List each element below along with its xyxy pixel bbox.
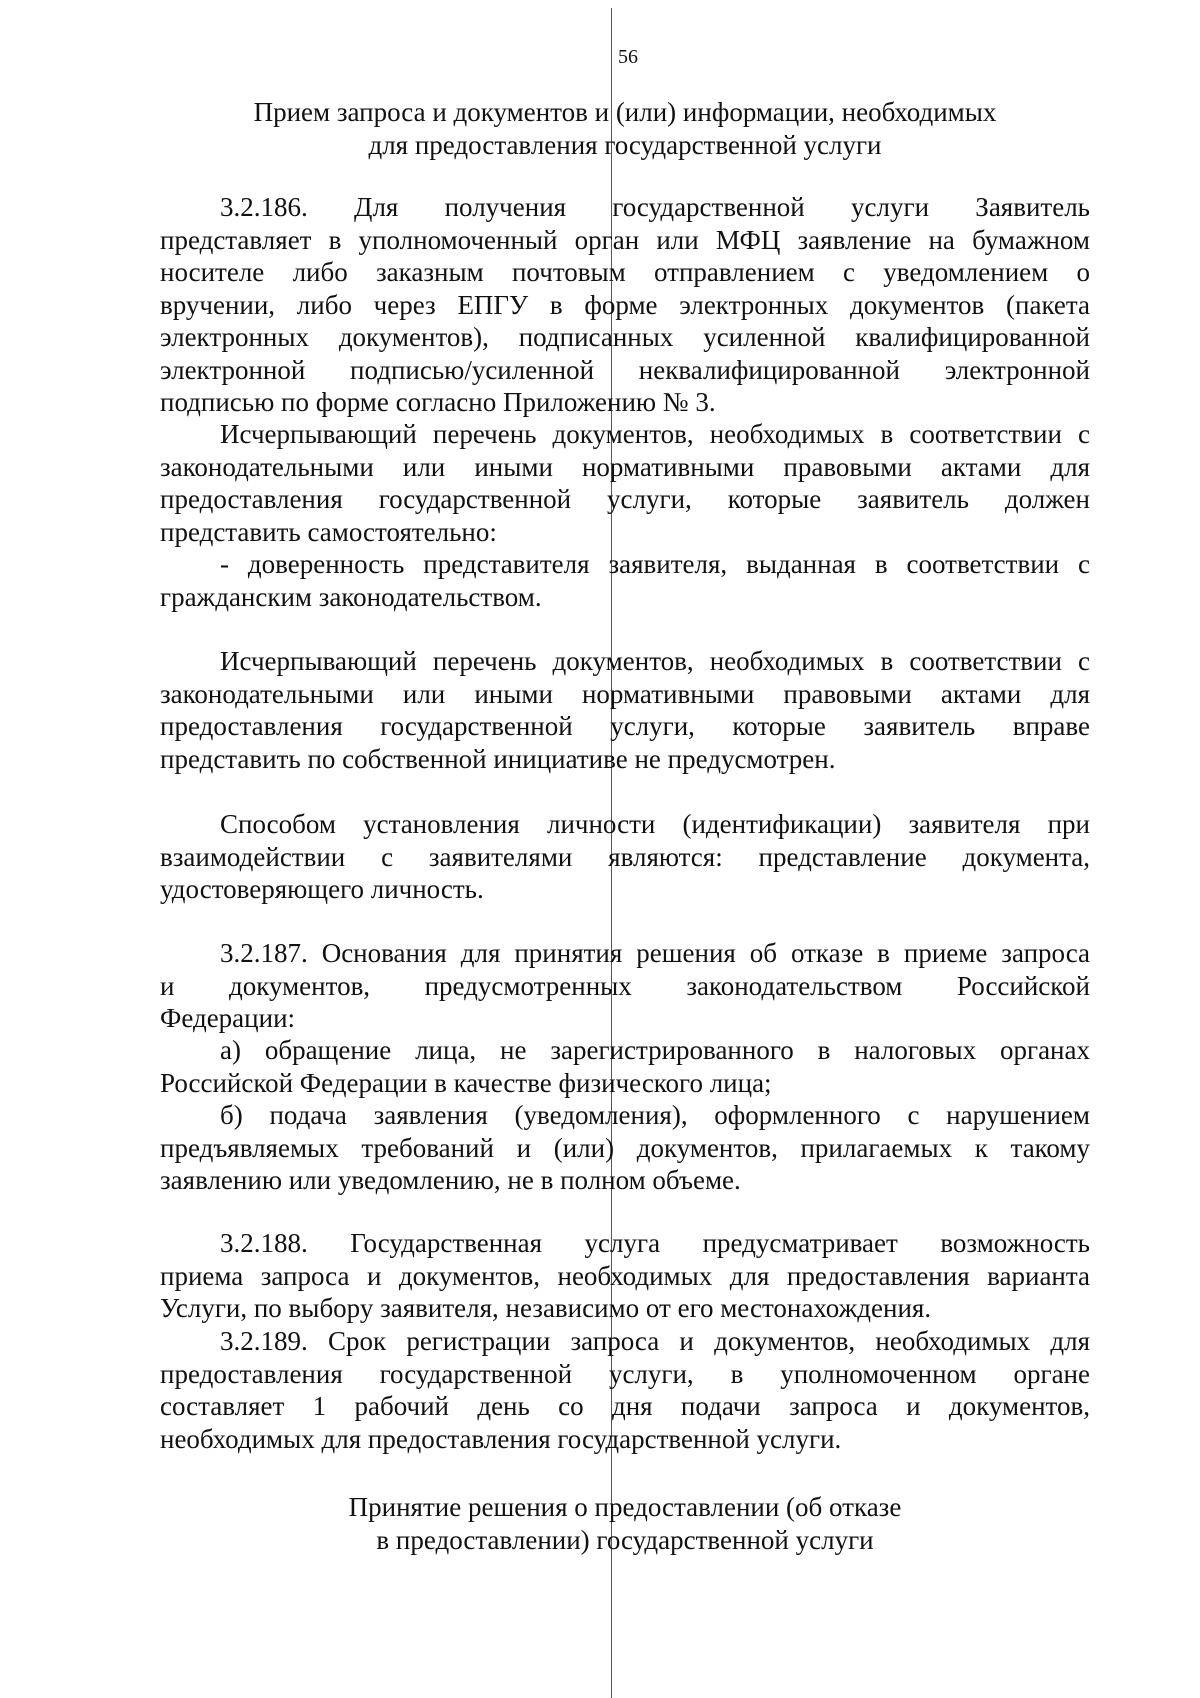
paragraph-3-2-186	[160, 191, 1090, 419]
paragraph-item-a	[160, 1034, 1090, 1099]
text-line: - доверенность представителя заявителя, выданная в соответствии с	[220, 549, 1090, 579]
text-line: 3.2.189. Срок регистрации запроса и документов, необходимых для	[220, 1326, 1090, 1356]
text-line: представляет в уполномоченный орган или МФЦ заявление на бумажном	[160, 224, 1090, 255]
text-line: носителе либо заказным почтовым отправлением с уведомлением о	[160, 257, 1090, 287]
text-line: взаимодействии с заявителями являются: представление документа,	[160, 841, 1090, 872]
paragraph-identification	[160, 808, 1090, 906]
text-line: подписью по форме согласно Приложению № 3.	[160, 387, 716, 417]
text-line: Исчерпывающий перечень документов, необходимых в соответствии с	[220, 419, 1090, 449]
paragraph-3-2-187	[160, 937, 1090, 1035]
text-line: вручении, либо через ЕПГУ в форме электронных документов (пакета	[160, 289, 1090, 320]
paragraph-3-2-189	[160, 1325, 1090, 1455]
text-line: Исчерпывающий перечень документов, необходимых в соответствии с	[220, 646, 1090, 676]
paragraph-3-2-188	[160, 1227, 1090, 1325]
text-line: Российской Федерации в качестве физического лица;	[160, 1067, 772, 1098]
text-line: представить по собственной инициативе не предусмотрен.	[160, 743, 836, 774]
text-line: а) обращение лица, не зарегистрированного в налоговых органах	[220, 1035, 1090, 1065]
text-line: удостоверяющего личность.	[160, 874, 484, 904]
text-line: Федерации:	[160, 1003, 296, 1033]
paragraph-power-of-attorney	[160, 548, 1090, 613]
text-line: и документов, предусмотренных законодательством Российской	[160, 970, 1090, 1001]
text-line: электронных документов), подписанных усиленной квалифицированной	[160, 322, 1090, 352]
text-line: 3.2.186. Для получения государственной услуги Заявитель	[220, 192, 1090, 222]
page-number: 56	[618, 46, 638, 68]
text-line: необходимых для предоставления государственной услуги.	[160, 1423, 842, 1454]
section-heading-decision	[160, 1491, 1090, 1556]
text-line: электронной подписью/усиленной неквалифицированной электронной	[160, 354, 1090, 385]
text-line: составляет 1 рабочий день со дня подачи запроса и документов,	[160, 1391, 1090, 1421]
text-line: Услуги, по выбору заявителя, независимо от его местонахождения.	[160, 1293, 932, 1323]
text-line: 3.2.187. Основания для принятия решения об отказе в приеме запроса	[220, 938, 1090, 968]
text-line: б) подача заявления (уведомления), оформленного с нарушением	[220, 1100, 1090, 1130]
heading-line: для предоставления государственной услуги	[368, 129, 882, 160]
heading-line: в предоставлении) государственной услуги	[376, 1524, 874, 1555]
text-line: приема запроса и документов, необходимых для предоставления варианта	[160, 1260, 1090, 1291]
heading-line: Прием запроса и документов и (или) информации, необходимых	[253, 97, 997, 127]
text-line: предъявляемых требований и (или) документов, прилагаемых к такому	[160, 1132, 1090, 1163]
heading-line: Принятие решения о предоставлении (об отказе	[348, 1492, 902, 1522]
text-line: законодательными или иными нормативными правовыми актами для	[160, 451, 1090, 482]
text-line: Способом установления личности (идентификации) заявителя при	[220, 809, 1090, 839]
paragraph-item-b	[160, 1099, 1090, 1197]
paragraph-optional-documents	[160, 645, 1090, 775]
text-line: представить самостоятельно:	[160, 516, 497, 547]
section-heading-request-acceptance	[160, 96, 1090, 161]
text-line: предоставления государственной услуги, в уполномоченном органе	[160, 1358, 1090, 1389]
text-line: 3.2.188. Государственная услуга предусматривает возможность	[220, 1228, 1090, 1258]
paragraph-required-documents	[160, 418, 1090, 548]
text-line: предоставления государственной услуги, которые заявитель вправе	[160, 711, 1090, 741]
text-line: гражданским законодательством.	[160, 581, 542, 612]
text-line: заявлению или уведомлению, не в полном объеме.	[160, 1165, 741, 1195]
text-line: предоставления государственной услуги, которые заявитель должен	[160, 484, 1090, 514]
text-line: законодательными или иными нормативными правовыми актами для	[160, 678, 1090, 709]
